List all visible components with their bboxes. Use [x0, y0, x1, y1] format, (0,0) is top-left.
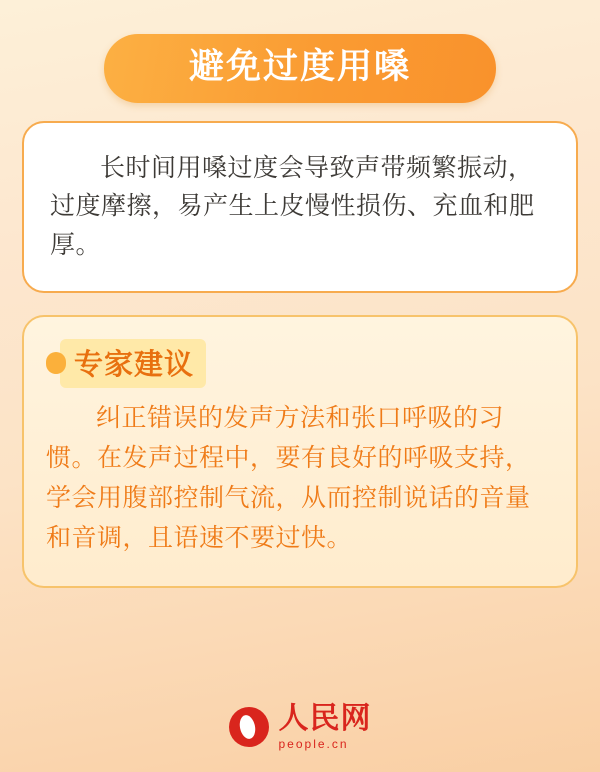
advice-card	[22, 315, 578, 588]
bullet-dot-icon	[46, 352, 66, 374]
advice-text: 纠正错误的发声方法和张口呼吸的习惯。在发声过程中，要有良好的呼吸支持，学会用腹部控制气流，从而控制说话的音量和音调，且语速不要过快。	[46, 403, 531, 552]
logo-text-block	[279, 704, 372, 750]
footer-logo	[0, 704, 600, 750]
people-cn-logo-icon	[229, 707, 269, 747]
page-title: 避免过度用嗓	[188, 47, 411, 86]
logo-chinese-name: 人民网	[278, 702, 372, 735]
logo-english-name: people.cn	[278, 737, 349, 751]
title-section	[22, 34, 578, 103]
intro-text: 长时间用嗓过度会导致声带频繁振动，过度摩擦，易产生上皮慢性损伤、充血和肥厚。	[50, 153, 535, 259]
page-title-pill	[104, 34, 496, 103]
advice-header	[46, 339, 550, 388]
intro-card	[22, 121, 578, 293]
advice-title-highlight	[60, 339, 206, 388]
advice-title: 专家建议	[74, 348, 195, 381]
